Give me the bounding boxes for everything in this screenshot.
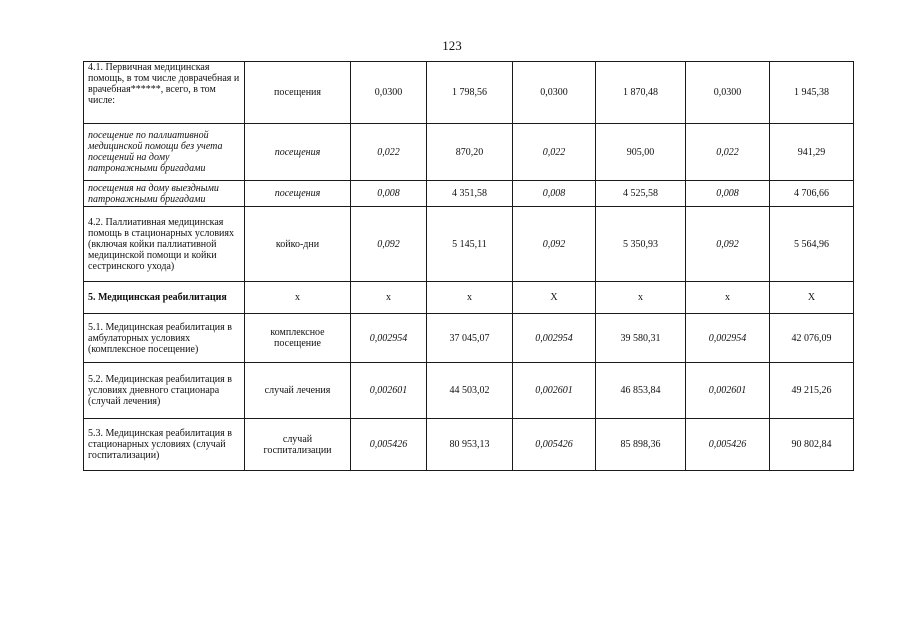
row-unit: случай госпитализации (245, 419, 351, 471)
row-unit: койко-дни (245, 207, 351, 282)
cell-rate-2: 0,002601 (513, 363, 596, 419)
cell-cost-2: 39 580,31 (596, 314, 686, 363)
cell-rate-1: 0,0300 (351, 62, 427, 124)
cell-cost-1: 80 953,13 (427, 419, 513, 471)
cell-rate-3: 0,002954 (686, 314, 770, 363)
cell-rate-3: 0,002601 (686, 363, 770, 419)
cell-cost-3: Х (770, 282, 854, 314)
cell-rate-1: 0,092 (351, 207, 427, 282)
cell-rate-1: 0,002954 (351, 314, 427, 363)
cell-rate-2: 0,005426 (513, 419, 596, 471)
row-name: посещение по паллиативной медицинской помощи без учета посещений на дому патронажными бригадами (84, 124, 245, 181)
cell-rate-2: 0,0300 (513, 62, 596, 124)
cell-cost-1: х (427, 282, 513, 314)
row-name: 4.2. Паллиативная медицинская помощь в стационарных условиях (включая койки паллиативной медицинской помощи и койки сестринского ухода) (84, 207, 245, 282)
cell-cost-3: 42 076,09 (770, 314, 854, 363)
cell-rate-3: 0,0300 (686, 62, 770, 124)
row-name: 5.1. Медицинская реабилитация в амбулаторных условиях (комплексное посещение) (84, 314, 245, 363)
cell-rate-1: 0,022 (351, 124, 427, 181)
table-row (84, 62, 854, 124)
row-unit: х (245, 282, 351, 314)
cell-cost-3: 4 706,66 (770, 181, 854, 207)
cell-rate-2: 0,092 (513, 207, 596, 282)
row-name: 5.2. Медицинская реабилитация в условиях дневного стационара (случай лечения) (84, 363, 245, 419)
row-name: посещения на дому выездными патронажными бригадами (84, 181, 245, 207)
page-number: 123 (442, 38, 462, 53)
table-row (84, 124, 854, 181)
row-name: 4.1. Первичная медицинская помощь, в том числе доврачебная и врачебная******, всего, в том числе: (84, 62, 245, 124)
row-unit: посещения (245, 181, 351, 207)
cell-rate-1: 0,002601 (351, 363, 427, 419)
care-volume-table (83, 61, 854, 471)
cell-rate-2: Х (513, 282, 596, 314)
cell-cost-2: х (596, 282, 686, 314)
cell-cost-3: 5 564,96 (770, 207, 854, 282)
cell-cost-2: 5 350,93 (596, 207, 686, 282)
cell-rate-2: 0,002954 (513, 314, 596, 363)
table-row (84, 363, 854, 419)
table-row (84, 282, 854, 314)
cell-rate-3: х (686, 282, 770, 314)
row-unit: комплексное посещение (245, 314, 351, 363)
cell-cost-1: 4 351,58 (427, 181, 513, 207)
cell-rate-1: 0,008 (351, 181, 427, 207)
table-row (84, 314, 854, 363)
table-row (84, 207, 854, 282)
cell-rate-1: х (351, 282, 427, 314)
cell-cost-3: 90 802,84 (770, 419, 854, 471)
cell-cost-1: 1 798,56 (427, 62, 513, 124)
cell-rate-2: 0,022 (513, 124, 596, 181)
cell-cost-2: 46 853,84 (596, 363, 686, 419)
cell-cost-1: 37 045,07 (427, 314, 513, 363)
cell-rate-2: 0,008 (513, 181, 596, 207)
cell-cost-1: 870,20 (427, 124, 513, 181)
cell-cost-2: 4 525,58 (596, 181, 686, 207)
cell-rate-3: 0,008 (686, 181, 770, 207)
row-unit: случай лечения (245, 363, 351, 419)
cell-rate-1: 0,005426 (351, 419, 427, 471)
table-row (84, 419, 854, 471)
cell-cost-2: 1 870,48 (596, 62, 686, 124)
cell-cost-1: 5 145,11 (427, 207, 513, 282)
cell-cost-3: 49 215,26 (770, 363, 854, 419)
cell-cost-3: 1 945,38 (770, 62, 854, 124)
row-unit: посещения (245, 124, 351, 181)
row-unit: посещения (245, 62, 351, 124)
row-name: 5.3. Медицинская реабилитация в стационарных условиях (случай госпитализации) (84, 419, 245, 471)
table-row (84, 181, 854, 207)
cell-cost-2: 85 898,36 (596, 419, 686, 471)
cell-rate-3: 0,092 (686, 207, 770, 282)
cell-rate-3: 0,005426 (686, 419, 770, 471)
cell-rate-3: 0,022 (686, 124, 770, 181)
row-name: 5. Медицинская реабилитация (84, 282, 245, 314)
cell-cost-2: 905,00 (596, 124, 686, 181)
cell-cost-1: 44 503,02 (427, 363, 513, 419)
cell-cost-3: 941,29 (770, 124, 854, 181)
